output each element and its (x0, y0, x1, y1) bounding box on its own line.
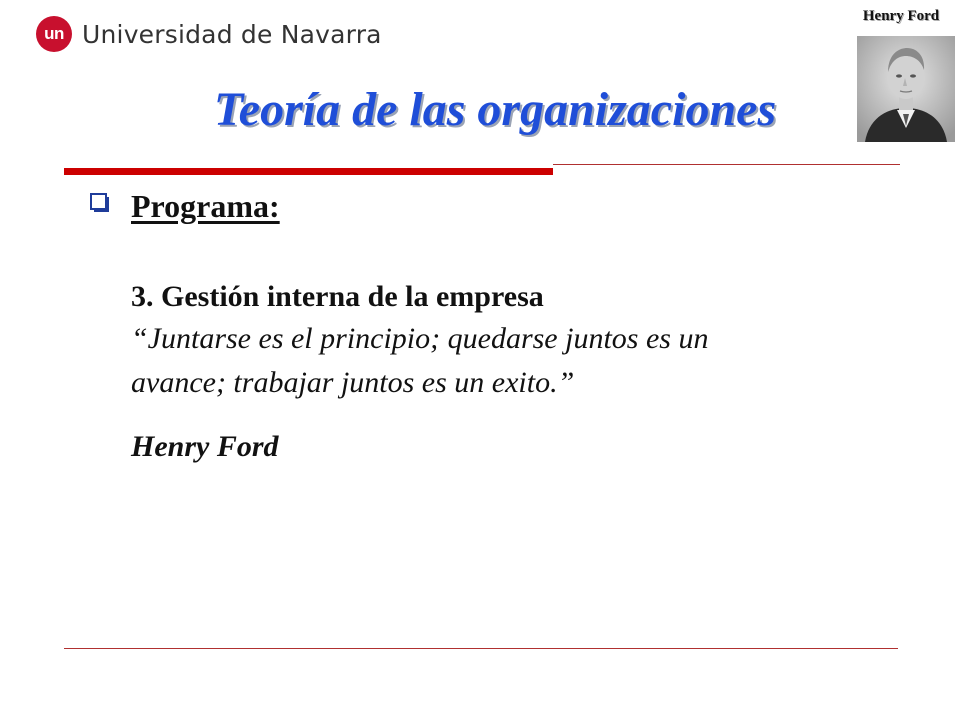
quote-line: “Juntarse es el principio; quedarse juntos es un (131, 322, 709, 355)
slide-title: Teoría de las organizaciones (213, 83, 777, 136)
hollow-square-bullet-icon (90, 193, 110, 213)
logo-badge: un (36, 16, 72, 52)
quote-line: avance; trabajar juntos es un exito.” (131, 366, 575, 399)
program-label: Programa: (131, 188, 280, 224)
footer-rule (64, 648, 898, 649)
university-logo (36, 14, 382, 54)
section-heading: 3. Gestión interna de la empresa (131, 280, 544, 313)
title-underline-red (64, 168, 553, 175)
portrait-caption: Henry Ford (862, 8, 940, 24)
quote-author: Henry Ford (131, 430, 279, 463)
logo-text: Universidad de Navarra (82, 19, 382, 49)
title-underline-thin (553, 164, 900, 165)
